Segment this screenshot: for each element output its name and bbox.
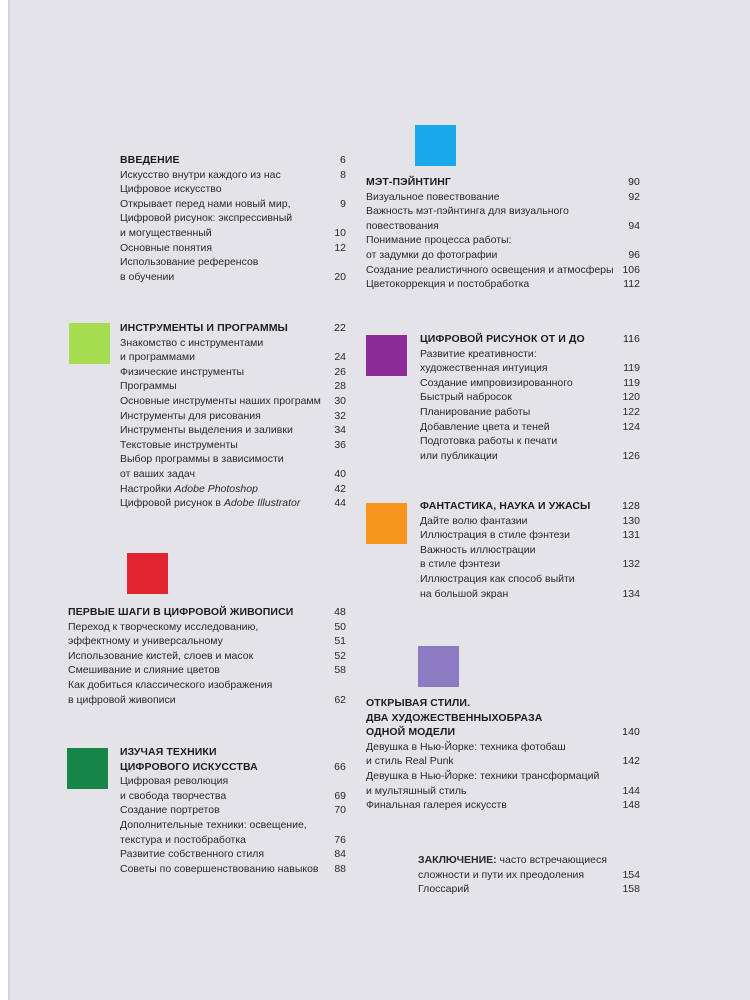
toc-text: и стиль Real Punk bbox=[366, 755, 454, 768]
toc-entry bbox=[420, 376, 640, 391]
toc-entry-text bbox=[68, 693, 346, 708]
toc-entry bbox=[366, 190, 640, 205]
toc-text: Развитие креативности: bbox=[420, 347, 537, 360]
toc-heading-text bbox=[366, 175, 640, 190]
toc-entry bbox=[120, 379, 346, 394]
toc-text: Важность мэт-пэйнтинга для визуального bbox=[366, 205, 569, 218]
toc-entry bbox=[420, 361, 640, 376]
toc-entry-text bbox=[120, 423, 346, 438]
toc-text: Искусство внутри каждого из нас bbox=[120, 168, 281, 181]
toc-page-number: 124 bbox=[622, 420, 640, 433]
toc-text: повествования bbox=[366, 219, 439, 232]
toc-entry bbox=[366, 798, 640, 813]
toc-entry bbox=[366, 754, 640, 769]
toc-text: от ваших задач bbox=[120, 467, 195, 480]
toc-entry-text bbox=[420, 543, 640, 558]
toc-entry-text bbox=[420, 434, 640, 449]
toc-page-number: 9 bbox=[340, 197, 346, 210]
toc-entry bbox=[120, 496, 346, 511]
toc-entry bbox=[420, 587, 640, 602]
toc-entry-text bbox=[120, 379, 346, 394]
toc-text: в цифровой живописи bbox=[68, 693, 176, 706]
toc-text: Иллюстрация в стиле фэнтези bbox=[420, 529, 570, 542]
toc-text: Создание портретов bbox=[120, 804, 220, 817]
toc-text: художественная интуиция bbox=[420, 362, 548, 375]
toc-entry-text bbox=[120, 211, 346, 226]
toc-entry-text bbox=[120, 862, 346, 877]
toc-entry-text bbox=[366, 263, 640, 278]
toc-page-number: 51 bbox=[334, 635, 346, 648]
toc-entry bbox=[120, 241, 346, 256]
toc-text: Девушка в Нью-Йорке: техника фотобаш bbox=[366, 740, 566, 753]
toc-text: в обучении bbox=[120, 270, 175, 283]
toc-entry bbox=[120, 789, 346, 804]
toc-entry bbox=[120, 197, 346, 212]
toc-page-number: 32 bbox=[334, 409, 346, 422]
toc-entry bbox=[366, 263, 640, 278]
toc-page-number: 44 bbox=[334, 497, 346, 510]
toc-entry bbox=[366, 219, 640, 234]
toc-heading bbox=[120, 153, 346, 168]
toc-entry bbox=[120, 350, 346, 365]
toc-entry-text bbox=[120, 336, 346, 351]
toc-entry-text bbox=[366, 233, 640, 248]
toc-entry-text bbox=[68, 620, 346, 635]
toc-entry-text bbox=[120, 803, 346, 818]
toc-entry bbox=[120, 394, 346, 409]
toc-page-number: 128 bbox=[622, 500, 640, 512]
toc-text: ОДНОЙ МОДЕЛИ bbox=[366, 726, 456, 739]
toc-entry-text bbox=[120, 467, 346, 482]
toc-entry bbox=[420, 434, 640, 449]
toc-text: Переход к творческому исследованию, bbox=[68, 620, 259, 633]
toc-entry-text bbox=[120, 847, 346, 862]
toc-page-number: 36 bbox=[334, 438, 346, 451]
toc-entry bbox=[420, 420, 640, 435]
toc-page-number: 70 bbox=[334, 804, 346, 817]
toc-heading-text bbox=[120, 153, 346, 168]
toc-entry-text bbox=[420, 587, 640, 602]
toc-text: Физические инструменты bbox=[120, 365, 245, 378]
toc-text: Использование кистей, слоев и масок bbox=[68, 649, 254, 662]
toc-entry bbox=[120, 270, 346, 285]
toc-entry bbox=[120, 438, 346, 453]
toc-text: Цифровая революция bbox=[120, 775, 229, 788]
toc-page-number: 22 bbox=[334, 322, 346, 334]
toc-text: Планирование работы bbox=[420, 405, 531, 418]
toc-entry bbox=[68, 663, 346, 678]
toc-text: Цифровой рисунок: экспрессивный bbox=[120, 212, 293, 225]
toc-entry-text bbox=[120, 496, 346, 511]
toc-page-number: 34 bbox=[334, 424, 346, 437]
toc-page-number: 154 bbox=[622, 868, 640, 881]
toc-heading bbox=[120, 745, 346, 760]
toc-text: Выбор программы в зависимости bbox=[120, 453, 284, 466]
toc-entry bbox=[420, 514, 640, 529]
toc-page-number: 76 bbox=[334, 833, 346, 846]
toc-section-intro bbox=[120, 153, 346, 284]
toc-entry bbox=[366, 204, 640, 219]
toc-page-number: 142 bbox=[622, 755, 640, 768]
toc-text: Быстрый набросок bbox=[420, 391, 512, 404]
toc-page-number: 40 bbox=[334, 467, 346, 480]
toc-page-number: 10 bbox=[334, 226, 346, 239]
toc-section-styles bbox=[366, 696, 640, 813]
toc-text: в стиле фэнтези bbox=[420, 558, 501, 571]
toc-entry bbox=[120, 211, 346, 226]
toc-page-number: 116 bbox=[622, 333, 640, 345]
toc-heading bbox=[366, 696, 640, 711]
toc-heading-text bbox=[366, 696, 640, 711]
toc-text: Инструменты выделения и заливки bbox=[120, 424, 293, 437]
toc-page-number: 8 bbox=[340, 168, 346, 181]
toc-page-number: 130 bbox=[622, 514, 640, 527]
toc-text: ПЕРВЫЕ ШАГИ В ЦИФРОВОЙ ЖИВОПИСИ bbox=[68, 606, 294, 618]
toc-heading-text bbox=[420, 332, 640, 347]
toc-entry bbox=[120, 833, 346, 848]
toc-entry bbox=[420, 528, 640, 543]
toc-page-number: 131 bbox=[622, 529, 640, 542]
toc-entry bbox=[366, 740, 640, 755]
toc-text: ОТКРЫВАЯ СТИЛИ. bbox=[366, 697, 470, 709]
toc-text: Понимание процесса работы: bbox=[366, 234, 512, 247]
toc-entry-text bbox=[120, 255, 346, 270]
toc-page-number: 88 bbox=[334, 862, 346, 875]
toc-entry bbox=[68, 620, 346, 635]
toc-heading bbox=[68, 605, 346, 620]
color-square-purple bbox=[366, 335, 407, 376]
toc-entry bbox=[366, 277, 640, 292]
toc-entry-text bbox=[420, 528, 640, 543]
toc-entry bbox=[420, 557, 640, 572]
toc-entry bbox=[120, 452, 346, 467]
toc-entry-text bbox=[120, 226, 346, 241]
toc-entry-text bbox=[366, 754, 640, 769]
toc-entry-text bbox=[120, 774, 346, 789]
toc-entry-text bbox=[366, 740, 640, 755]
toc-entry bbox=[366, 248, 640, 263]
toc-text: и могущественный bbox=[120, 226, 212, 239]
toc-entry bbox=[120, 847, 346, 862]
toc-text: ЦИФРОВОГО ИСКУССТВА bbox=[120, 760, 258, 773]
toc-entry bbox=[120, 182, 346, 197]
toc-entry-text bbox=[366, 784, 640, 799]
toc-entry bbox=[120, 803, 346, 818]
toc-text: Смешивание и слияние цветов bbox=[68, 664, 220, 677]
toc-heading bbox=[120, 321, 346, 336]
toc-entry-text bbox=[120, 482, 346, 497]
toc-text: Цветокоррекция и постобработка bbox=[366, 278, 530, 291]
toc-entry bbox=[420, 405, 640, 420]
toc-text: Основные понятия bbox=[120, 241, 213, 254]
toc-section-tools bbox=[120, 321, 346, 511]
toc-heading bbox=[366, 711, 640, 726]
toc-entry-text bbox=[120, 833, 346, 848]
toc-page-number: 6 bbox=[340, 154, 346, 166]
toc-page-number: 52 bbox=[334, 649, 346, 662]
toc-page-number: 58 bbox=[334, 664, 346, 677]
toc-entry-text bbox=[420, 557, 640, 572]
toc-entry bbox=[68, 693, 346, 708]
toc-entry-text bbox=[366, 798, 640, 813]
toc-entry bbox=[68, 634, 346, 649]
toc-page-number: 48 bbox=[334, 606, 346, 618]
color-square-lavender bbox=[418, 646, 459, 687]
toc-text: Программы bbox=[120, 380, 177, 393]
toc-heading-text bbox=[68, 605, 346, 620]
toc-text: Открывает перед нами новый мир, bbox=[120, 197, 291, 210]
color-square-green bbox=[67, 748, 108, 789]
toc-heading-text bbox=[366, 725, 640, 740]
toc-entry-text bbox=[120, 452, 346, 467]
toc-text: Настройки bbox=[120, 482, 172, 495]
toc-entry-text bbox=[420, 420, 640, 435]
toc-heading bbox=[420, 499, 640, 514]
toc-page-number: 12 bbox=[334, 241, 346, 254]
toc-page-number: 20 bbox=[334, 270, 346, 283]
toc-page-number: 30 bbox=[334, 394, 346, 407]
toc-entry bbox=[420, 347, 640, 362]
color-square-orange bbox=[366, 503, 407, 544]
toc-entry-text bbox=[120, 365, 346, 380]
toc-entry-text bbox=[120, 241, 346, 256]
toc-entry-text bbox=[120, 438, 346, 453]
toc-section-matte bbox=[366, 175, 640, 292]
toc-page-number: 119 bbox=[623, 376, 640, 389]
toc-entry-text bbox=[120, 168, 346, 183]
toc-page-number: 158 bbox=[622, 883, 640, 896]
toc-entry-text bbox=[120, 182, 346, 197]
toc-text: ДВА ХУДОЖЕСТВЕННЫХОБРАЗА bbox=[366, 711, 543, 724]
color-square-red bbox=[127, 553, 168, 594]
toc-text: ИНСТРУМЕНТЫ И ПРОГРАММЫ bbox=[120, 322, 288, 334]
toc-text: Финальная галерея искусств bbox=[366, 799, 507, 812]
toc-page-number: 50 bbox=[334, 620, 346, 633]
color-square-cyan bbox=[415, 125, 456, 166]
toc-text: Визуальное повествование bbox=[366, 190, 500, 203]
toc-entry bbox=[68, 649, 346, 664]
toc-section-first-steps bbox=[68, 605, 346, 707]
toc-entry-text bbox=[418, 868, 640, 883]
toc-page-number: 28 bbox=[334, 380, 346, 393]
toc-text: МЭТ-ПЭЙНТИНГ bbox=[366, 176, 451, 188]
toc-entry bbox=[420, 572, 640, 587]
toc-page-number: 134 bbox=[622, 587, 640, 600]
toc-entry-text bbox=[420, 514, 640, 529]
toc-entry-text bbox=[366, 204, 640, 219]
toc-text: Важность иллюстрации bbox=[420, 543, 536, 556]
toc-page-number: 148 bbox=[622, 799, 640, 812]
toc-text: ИЗУЧАЯ ТЕХНИКИ bbox=[120, 746, 217, 758]
toc-page-number: 26 bbox=[334, 365, 346, 378]
toc-entry bbox=[120, 168, 346, 183]
toc-entry-text bbox=[420, 390, 640, 405]
toc-entry bbox=[120, 818, 346, 833]
toc-entry-text bbox=[420, 361, 640, 376]
toc-page-number: 42 bbox=[334, 482, 346, 495]
toc-entry-text bbox=[366, 190, 640, 205]
toc-text: ФАНТАСТИКА, НАУКА И УЖАСЫ bbox=[420, 500, 591, 512]
toc-text: Цифровое искусство bbox=[120, 183, 222, 196]
toc-entry-text bbox=[68, 649, 346, 664]
toc-heading bbox=[366, 175, 640, 190]
toc-page-number: 92 bbox=[628, 190, 640, 203]
toc-text: Добавление цвета и теней bbox=[420, 420, 550, 433]
toc-page-number: 66 bbox=[334, 760, 346, 773]
toc-entry-text bbox=[420, 405, 640, 420]
toc-section-fantasy bbox=[420, 499, 640, 601]
toc-entry-text bbox=[68, 663, 346, 678]
toc-text: Инструменты для рисования bbox=[120, 409, 261, 422]
toc-entry-text bbox=[366, 219, 640, 234]
toc-text: сложности и пути их преодоления bbox=[418, 868, 585, 881]
toc-entry-text bbox=[420, 347, 640, 362]
toc-text: от задумки до фотографии bbox=[366, 248, 498, 261]
toc-section-conclusion bbox=[418, 853, 640, 897]
toc-text: Глоссарий bbox=[418, 883, 470, 896]
toc-text: Подготовка работы к печати bbox=[420, 435, 558, 448]
toc-entry bbox=[120, 365, 346, 380]
toc-heading bbox=[420, 332, 640, 347]
toc-text: Основные инструменты наших программ bbox=[120, 394, 321, 407]
toc-entry-text bbox=[120, 394, 346, 409]
toc-entry bbox=[68, 678, 346, 693]
toc-entry-text bbox=[120, 409, 346, 424]
toc-text: Дайте волю фантазии bbox=[420, 514, 528, 527]
toc-entry bbox=[366, 233, 640, 248]
toc-page-number: 24 bbox=[334, 351, 346, 364]
toc-heading-prefix: ЗАКЛЮЧЕНИЕ: bbox=[418, 854, 497, 866]
toc-entry bbox=[420, 449, 640, 464]
toc-entry-text bbox=[420, 449, 640, 464]
toc-page-number: 144 bbox=[622, 784, 640, 797]
toc-text: на большой экран bbox=[420, 587, 509, 600]
toc-italic-text: Adobe Illustrator bbox=[223, 497, 301, 510]
toc-entry bbox=[418, 853, 640, 868]
toc-page-number: 90 bbox=[628, 176, 640, 188]
toc-heading-text bbox=[120, 760, 346, 775]
toc-heading bbox=[366, 725, 640, 740]
toc-entry-text bbox=[366, 769, 640, 784]
toc-entry bbox=[120, 467, 346, 482]
toc-page-number: 140 bbox=[622, 726, 640, 739]
toc-text: Девушка в Нью-Йорке: техники трансформаций bbox=[366, 769, 600, 782]
toc-page-number: 106 bbox=[622, 263, 640, 276]
toc-entry bbox=[420, 390, 640, 405]
toc-entry bbox=[120, 482, 346, 497]
toc-page-number: 84 bbox=[334, 848, 346, 861]
toc-section-techniques bbox=[120, 745, 346, 876]
toc-text: Советы по совершенствованию навыков bbox=[120, 862, 319, 875]
toc-text: ЦИФРОВОЙ РИСУНОК ОТ И ДО bbox=[420, 333, 585, 345]
toc-page-number: 119 bbox=[623, 362, 640, 375]
toc-entry-text bbox=[68, 678, 346, 693]
toc-text: Как добиться классического изображения bbox=[68, 678, 273, 691]
toc-page-number: 132 bbox=[622, 558, 640, 571]
toc-entry bbox=[120, 255, 346, 270]
toc-entry bbox=[366, 769, 640, 784]
toc-entry-text bbox=[366, 277, 640, 292]
toc-heading-text bbox=[120, 321, 346, 336]
toc-page-number: 122 bbox=[622, 405, 640, 418]
toc-entry-text bbox=[120, 197, 346, 212]
toc-page-number: 120 bbox=[622, 391, 640, 404]
toc-text: Создание импровизированного bbox=[420, 376, 573, 389]
toc-entry bbox=[120, 423, 346, 438]
toc-text: Дополнительные техники: освещение, bbox=[120, 818, 307, 831]
toc-entry-text bbox=[420, 572, 640, 587]
toc-entry-text bbox=[420, 376, 640, 391]
toc-entry-text bbox=[366, 248, 640, 263]
toc-entry bbox=[418, 868, 640, 883]
toc-text: ВВЕДЕНИЕ bbox=[120, 154, 180, 166]
toc-italic-text: Adobe Photoshop bbox=[174, 482, 258, 495]
toc-entry-text bbox=[418, 853, 640, 868]
toc-text: часто встречающиеся bbox=[496, 854, 607, 866]
toc-text: Использование референсов bbox=[120, 256, 259, 269]
toc-text: Знакомство с инструментами bbox=[120, 336, 264, 349]
toc-text: Цифровой рисунок в bbox=[120, 497, 221, 510]
toc-page-number: 69 bbox=[334, 789, 346, 802]
toc-text: и мультяшный стиль bbox=[366, 784, 467, 797]
toc-heading-text bbox=[420, 499, 640, 514]
toc-text: Текстовые инструменты bbox=[120, 438, 238, 451]
toc-text: Развитие собственного стиля bbox=[120, 848, 265, 861]
toc-page-number: 94 bbox=[628, 219, 640, 232]
toc-entry bbox=[418, 882, 640, 897]
toc-entry bbox=[120, 774, 346, 789]
toc-entry bbox=[366, 784, 640, 799]
toc-text: Создание реалистичного освещения и атмосферы bbox=[366, 263, 614, 276]
toc-entry bbox=[120, 409, 346, 424]
toc-page-number: 62 bbox=[334, 693, 346, 706]
book-page bbox=[8, 0, 750, 1000]
toc-text: Иллюстрация как способ выйти bbox=[420, 572, 575, 585]
toc-entry-text bbox=[120, 350, 346, 365]
toc-entry-text bbox=[68, 634, 346, 649]
toc-entry bbox=[120, 336, 346, 351]
toc-heading-text bbox=[366, 711, 640, 726]
toc-entry bbox=[420, 543, 640, 558]
toc-entry bbox=[120, 862, 346, 877]
toc-entry bbox=[120, 226, 346, 241]
toc-page-number: 112 bbox=[623, 278, 640, 291]
color-square-lime bbox=[69, 323, 110, 364]
toc-text: эффектному и универсальному bbox=[68, 635, 223, 648]
toc-entry-text bbox=[120, 818, 346, 833]
toc-entry-text bbox=[120, 270, 346, 285]
toc-section-digital-drawing bbox=[420, 332, 640, 463]
toc-text: текстура и постобработка bbox=[120, 833, 247, 846]
toc-page-number: 96 bbox=[628, 248, 640, 261]
toc-text: или публикации bbox=[420, 449, 498, 462]
toc-heading bbox=[120, 760, 346, 775]
toc-text: и свобода творчества bbox=[120, 789, 227, 802]
toc-page-number: 126 bbox=[622, 449, 640, 462]
toc-entry-text bbox=[120, 789, 346, 804]
toc-entry-text bbox=[418, 882, 640, 897]
toc-text: и программами bbox=[120, 351, 196, 364]
toc-heading-text bbox=[120, 745, 346, 760]
